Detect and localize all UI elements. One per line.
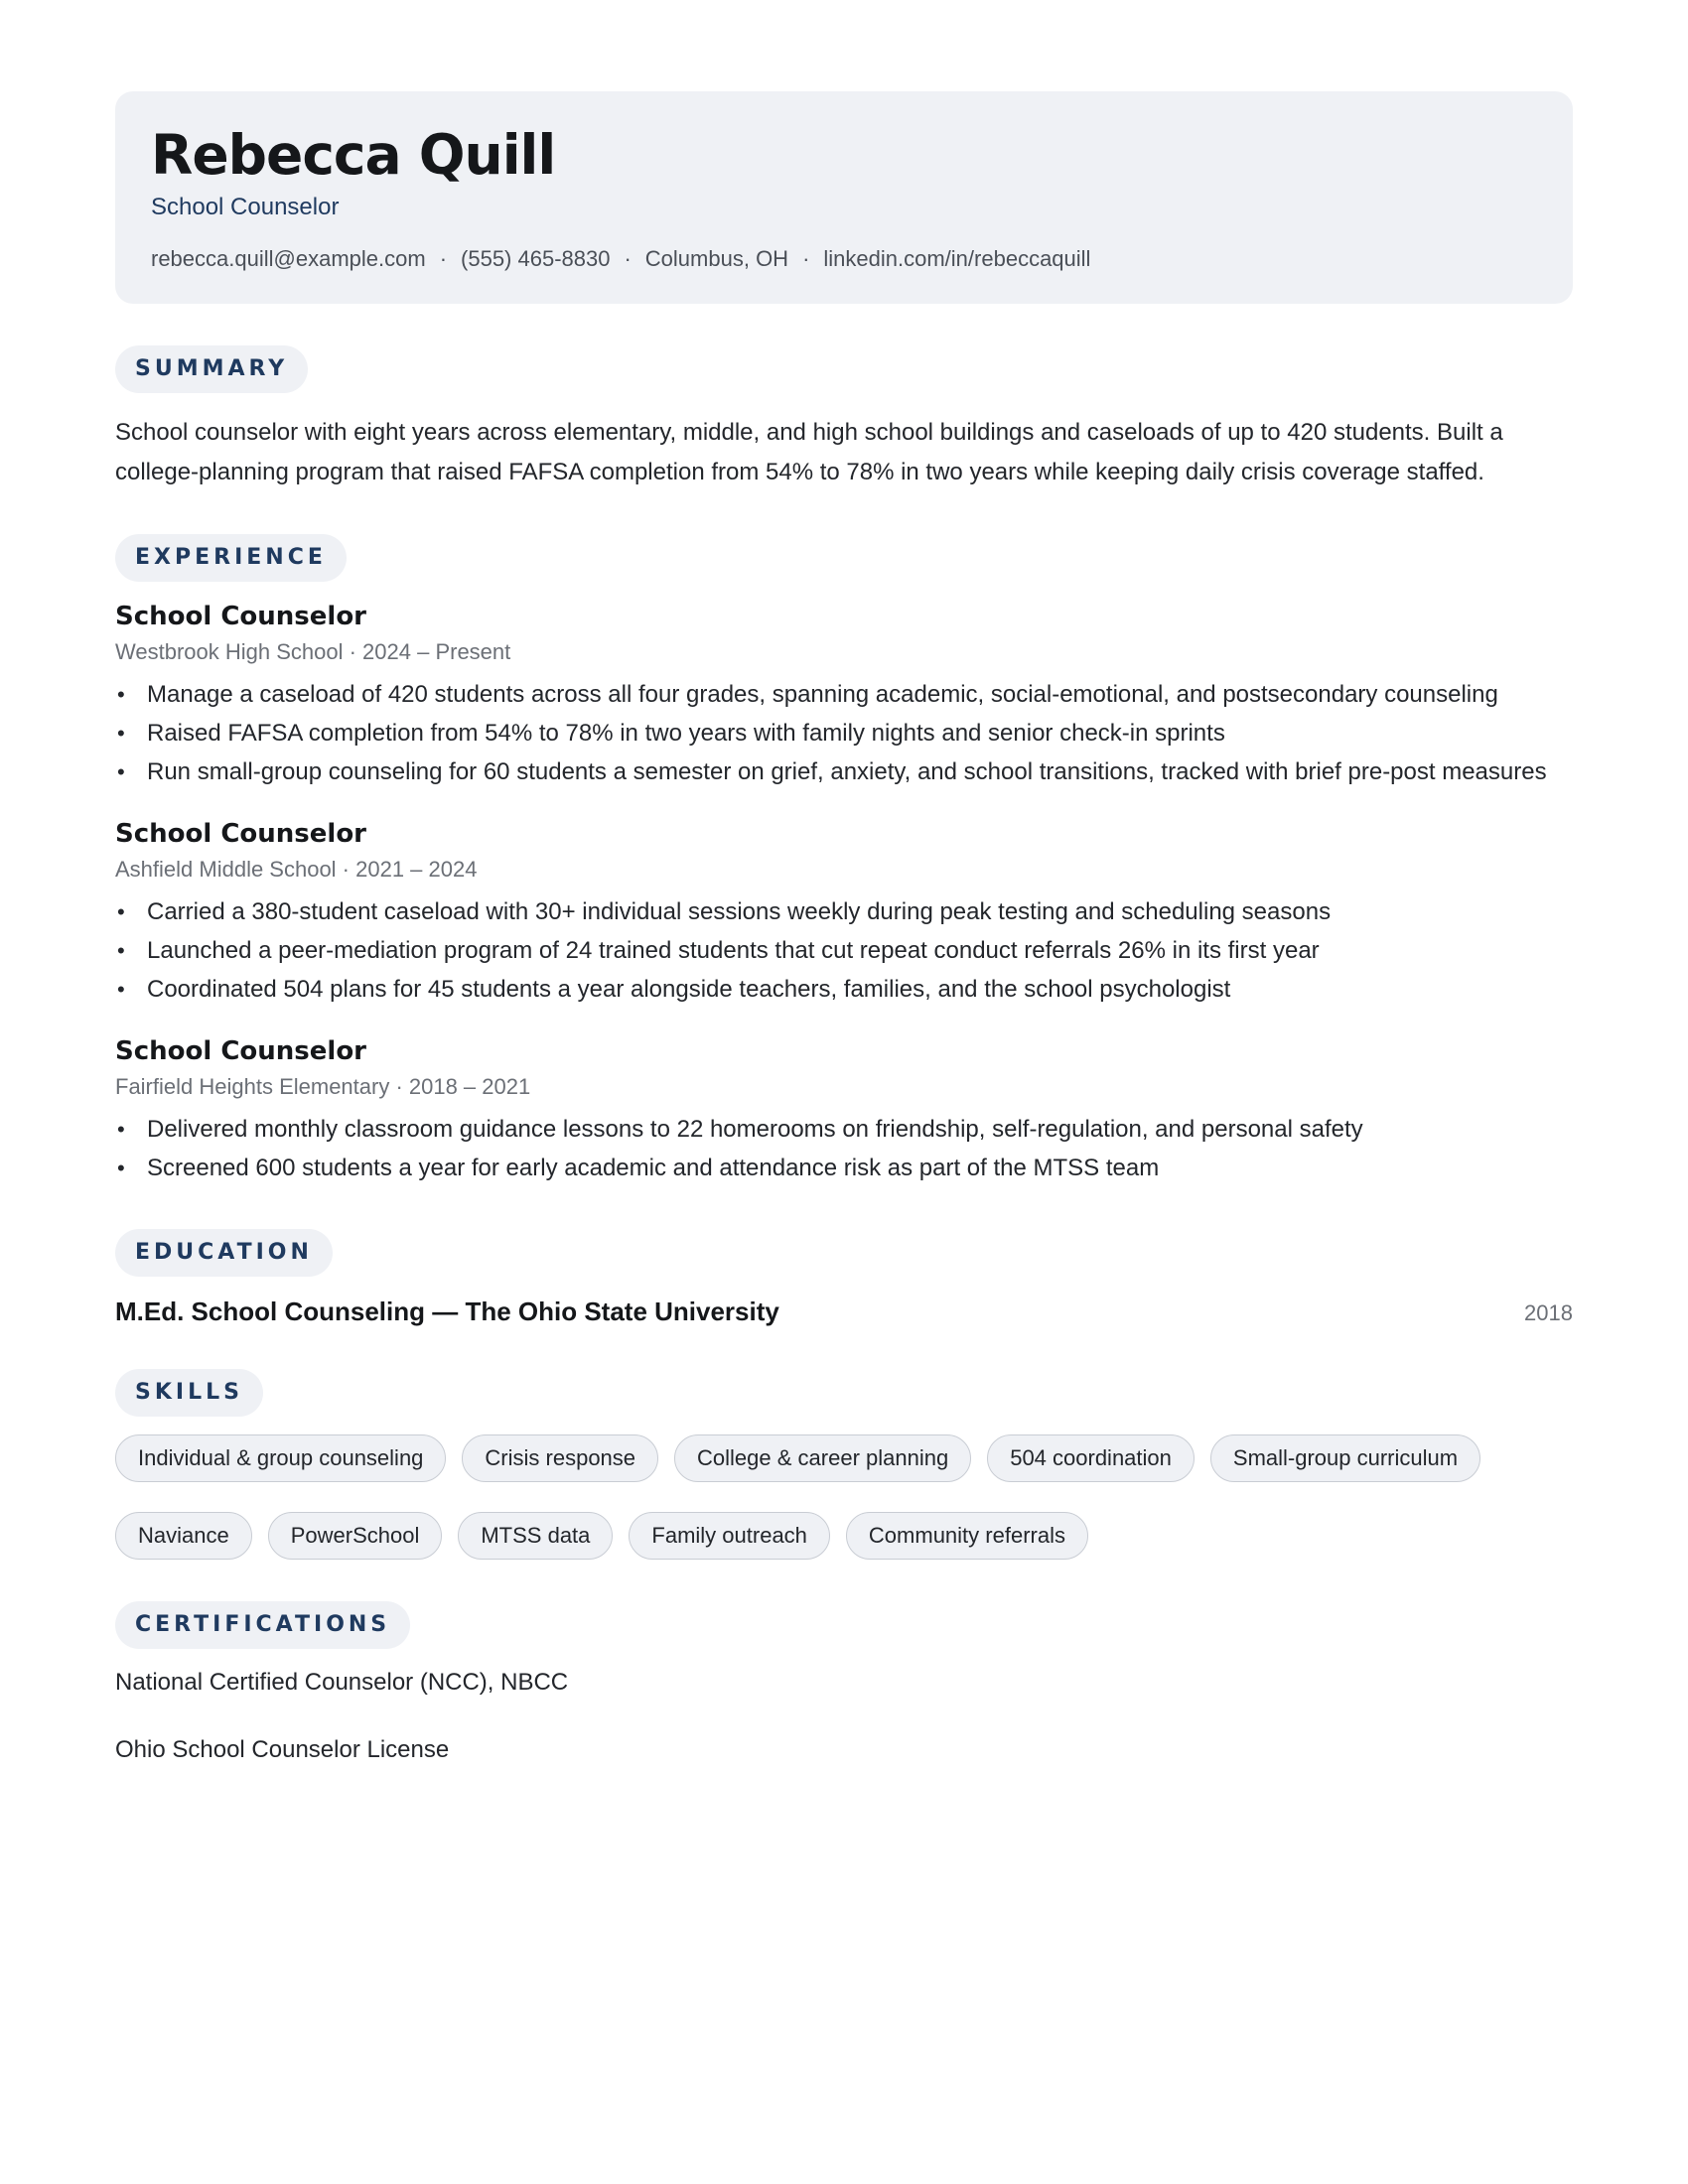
education-degree: M.Ed. School Counseling — The Ohio State University <box>115 1297 779 1326</box>
job-bullets <box>115 675 1573 791</box>
bullet-item <box>115 675 1573 714</box>
resume-page <box>115 91 1573 1766</box>
bullet-text: Coordinated 504 plans for 45 students a year alongside teachers, families, and the school psychologist <box>147 976 1231 1003</box>
contact-separator: · <box>439 246 448 271</box>
certifications-section <box>115 1601 1573 1766</box>
skill-chip: PowerSchool <box>268 1512 443 1560</box>
bullet-item <box>115 752 1573 791</box>
skill-chip: Individual & group counseling <box>115 1434 446 1482</box>
job-title: School Counselor <box>115 1036 367 1066</box>
bullet-dot: • <box>117 899 125 924</box>
summary-section <box>115 345 1573 492</box>
bullet-text: Delivered monthly classroom guidance lessons to 22 homerooms on friendship, self-regulation, and personal safety <box>147 1116 1363 1143</box>
bullet-text: Screened 600 students a year for early academic and attendance risk as part of the MTSS team <box>147 1155 1160 1181</box>
section-label-certifications: CERTIFICATIONS <box>115 1601 410 1649</box>
section-label-education: EDUCATION <box>115 1229 333 1277</box>
bullet-text: Launched a peer-mediation program of 24 trained students that cut repeat conduct referrals 26% in its first year <box>147 937 1320 964</box>
bullet-dot: • <box>117 1156 125 1180</box>
contact-email[interactable]: rebecca.quill@example.com <box>151 246 426 271</box>
job-bullets <box>115 892 1573 1009</box>
certification-item: Ohio School Counselor License <box>115 1736 450 1763</box>
job-bullets <box>115 1110 1573 1187</box>
job-title: School Counselor <box>115 819 367 849</box>
skill-chip: Crisis response <box>462 1434 658 1482</box>
bullet-dot: • <box>117 682 125 707</box>
bullet-dot: • <box>117 759 125 784</box>
summary-text: School counselor with eight years across elementary, middle, and high school buildings and caseloads of up to 420 students. Built a college-planning program that raised FAFSA completion from 54% to 78% in two years while keeping daily crisis coverage staffed. <box>115 419 1503 485</box>
education-year: 2018 <box>1524 1300 1573 1325</box>
bullet-dot: • <box>117 721 125 746</box>
job-entry <box>115 600 1573 791</box>
bullet-item <box>115 1149 1573 1187</box>
skill-chip: Community referrals <box>846 1512 1088 1560</box>
bullet-item <box>115 970 1573 1009</box>
contact-linkedin[interactable]: linkedin.com/in/rebeccaquill <box>823 246 1091 271</box>
job-meta: Westbrook High School · 2024 – Present <box>115 639 511 664</box>
bullet-text: Run small-group counseling for 60 students a semester on grief, anxiety, and school transitions, tracked with brief pre-post measures <box>147 758 1547 785</box>
candidate-name: Rebecca Quill <box>151 123 556 187</box>
skill-chip: College & career planning <box>674 1434 971 1482</box>
skill-chip: 504 coordination <box>987 1434 1195 1482</box>
contact-location: Columbus, OH <box>644 246 789 271</box>
skill-chip: Family outreach <box>629 1512 830 1560</box>
skill-chip: Small-group curriculum <box>1210 1434 1480 1482</box>
skill-chip: MTSS data <box>458 1512 613 1560</box>
candidate-role: School Counselor <box>151 194 340 220</box>
job-entry <box>115 1034 1573 1187</box>
job-meta: Ashfield Middle School · 2021 – 2024 <box>115 857 478 882</box>
contact-line <box>151 244 1537 274</box>
section-label-summary: SUMMARY <box>115 345 308 393</box>
header-card <box>115 91 1573 304</box>
bullet-dot: • <box>117 1117 125 1142</box>
bullet-item <box>115 892 1573 931</box>
experience-section <box>115 534 1573 1187</box>
bullet-item <box>115 1110 1573 1149</box>
bullet-item <box>115 714 1573 752</box>
contact-phone[interactable]: (555) 465-8830 <box>461 246 611 271</box>
bullet-text: Carried a 380-student caseload with 30+ individual sessions weekly during peak testing and scheduling seasons <box>147 898 1332 925</box>
job-entry <box>115 817 1573 1009</box>
skills-chip-list <box>115 1434 1573 1560</box>
bullet-text: Raised FAFSA completion from 54% to 78% in two years with family nights and senior check-in sprints <box>147 720 1225 747</box>
skills-section <box>115 1369 1573 1560</box>
contact-separator: · <box>624 246 632 271</box>
bullet-item <box>115 931 1573 970</box>
bullet-dot: • <box>117 977 125 1002</box>
education-section <box>115 1229 1573 1327</box>
bullet-dot: • <box>117 938 125 963</box>
contact-separator: · <box>802 246 810 271</box>
job-title: School Counselor <box>115 602 367 631</box>
skill-chip: Naviance <box>115 1512 252 1560</box>
bullet-text: Manage a caseload of 420 students across all four grades, spanning academic, social-emotional, and postsecondary counseling <box>147 681 1498 708</box>
certification-item: National Certified Counselor (NCC), NBCC <box>115 1669 569 1696</box>
education-entry <box>115 1297 1573 1327</box>
section-label-skills: SKILLS <box>115 1369 263 1417</box>
job-meta: Fairfield Heights Elementary · 2018 – 2021 <box>115 1074 531 1099</box>
section-label-experience: EXPERIENCE <box>115 534 347 582</box>
